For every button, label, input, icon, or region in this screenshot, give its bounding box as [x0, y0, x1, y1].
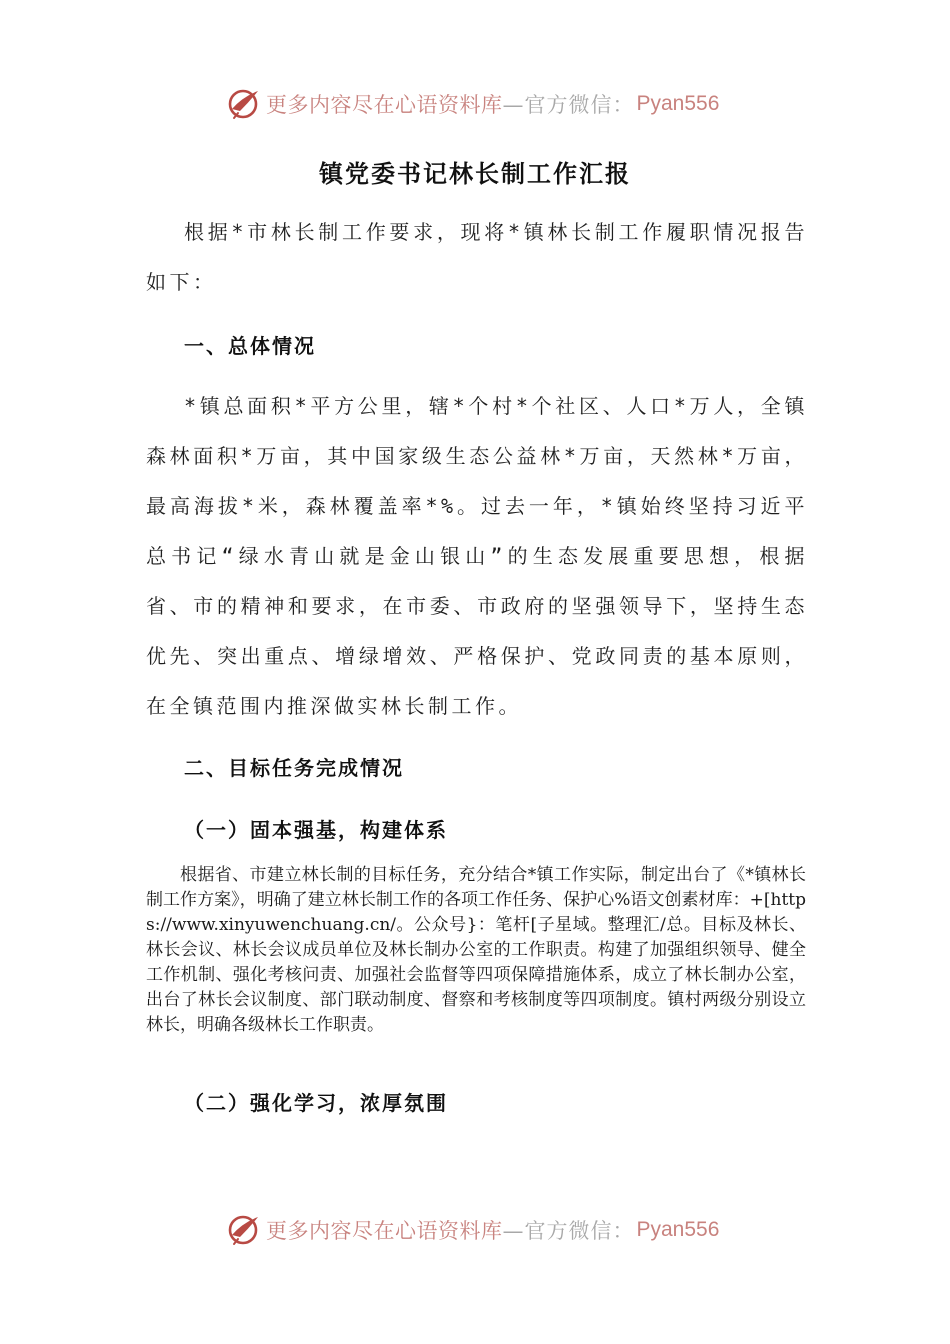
header-watermark-banner: [228, 86, 719, 122]
section-heading-overview: 一、总体情况: [184, 334, 316, 358]
banner-sub-text: —官方微信：: [502, 93, 635, 117]
pen-logo-icon: [228, 87, 262, 121]
banner-main-text: 更多内容尽在心语资料库: [266, 93, 503, 117]
document-title: 镇党委书记林长制工作汇报: [319, 160, 631, 188]
banner-account: Pyan556: [636, 92, 720, 115]
subsection-heading-learning: （二）强化学习，浓厚氛围: [184, 1091, 448, 1115]
banner-main-text: 更多内容尽在心语资料库: [266, 1219, 503, 1243]
subsection-body-foundation: 根据省、市建立林长制的目标任务，充分结合*镇工作实际，制定出台了《*镇林长制工作方案》，明确了建立林长制工作的各项工作任务、保护心%语文创素材库：+[https://www.xinyuwenchuang.cn/。公众号}：笔杆[子星域。整理汇/总。目标及林长、林长会议、林长会议成员单位及林长制办公室的工作职责。构建了加强组织领导、健全工作机制、强化考核问责、加强社会监督等四项保障措施体系，成立了林长制办公室，出台了林长会议制度、部门联动制度、督察和考核制度等四项制度。镇村两级分别设立林长，明确各级林长工作职责。: [146, 865, 806, 1035]
intro-paragraph: 根据*市林长制工作要求，现将*镇林长制工作履职情况报告如下：: [146, 220, 808, 294]
footer-watermark-banner: [228, 1212, 719, 1248]
subsection-heading-foundation: （一）固本强基，构建体系: [184, 818, 448, 842]
section-heading-targets: 二、目标任务完成情况: [184, 756, 404, 780]
banner-sub-text: —官方微信：: [502, 1219, 635, 1243]
section-body-overview: *镇总面积*平方公里，辖*个村*个社区、人口*万人，全镇森林面积*万亩，其中国家级生态公益林*万亩，天然林*万亩，最高海拔*米，森林覆盖率*%。过去一年，*镇始终坚持习近平总书记“绿水青山就是金山银山”的生态发展重要思想，根据省、市的精神和要求，在市委、市政府的坚强领导下，坚持生态优先、突出重点、增绿增效、严格保护、党政同责的基本原则，在全镇范围内推深做实林长制工作。: [146, 394, 808, 718]
pen-logo-icon: [228, 1213, 262, 1247]
banner-account: Pyan556: [636, 1218, 720, 1241]
